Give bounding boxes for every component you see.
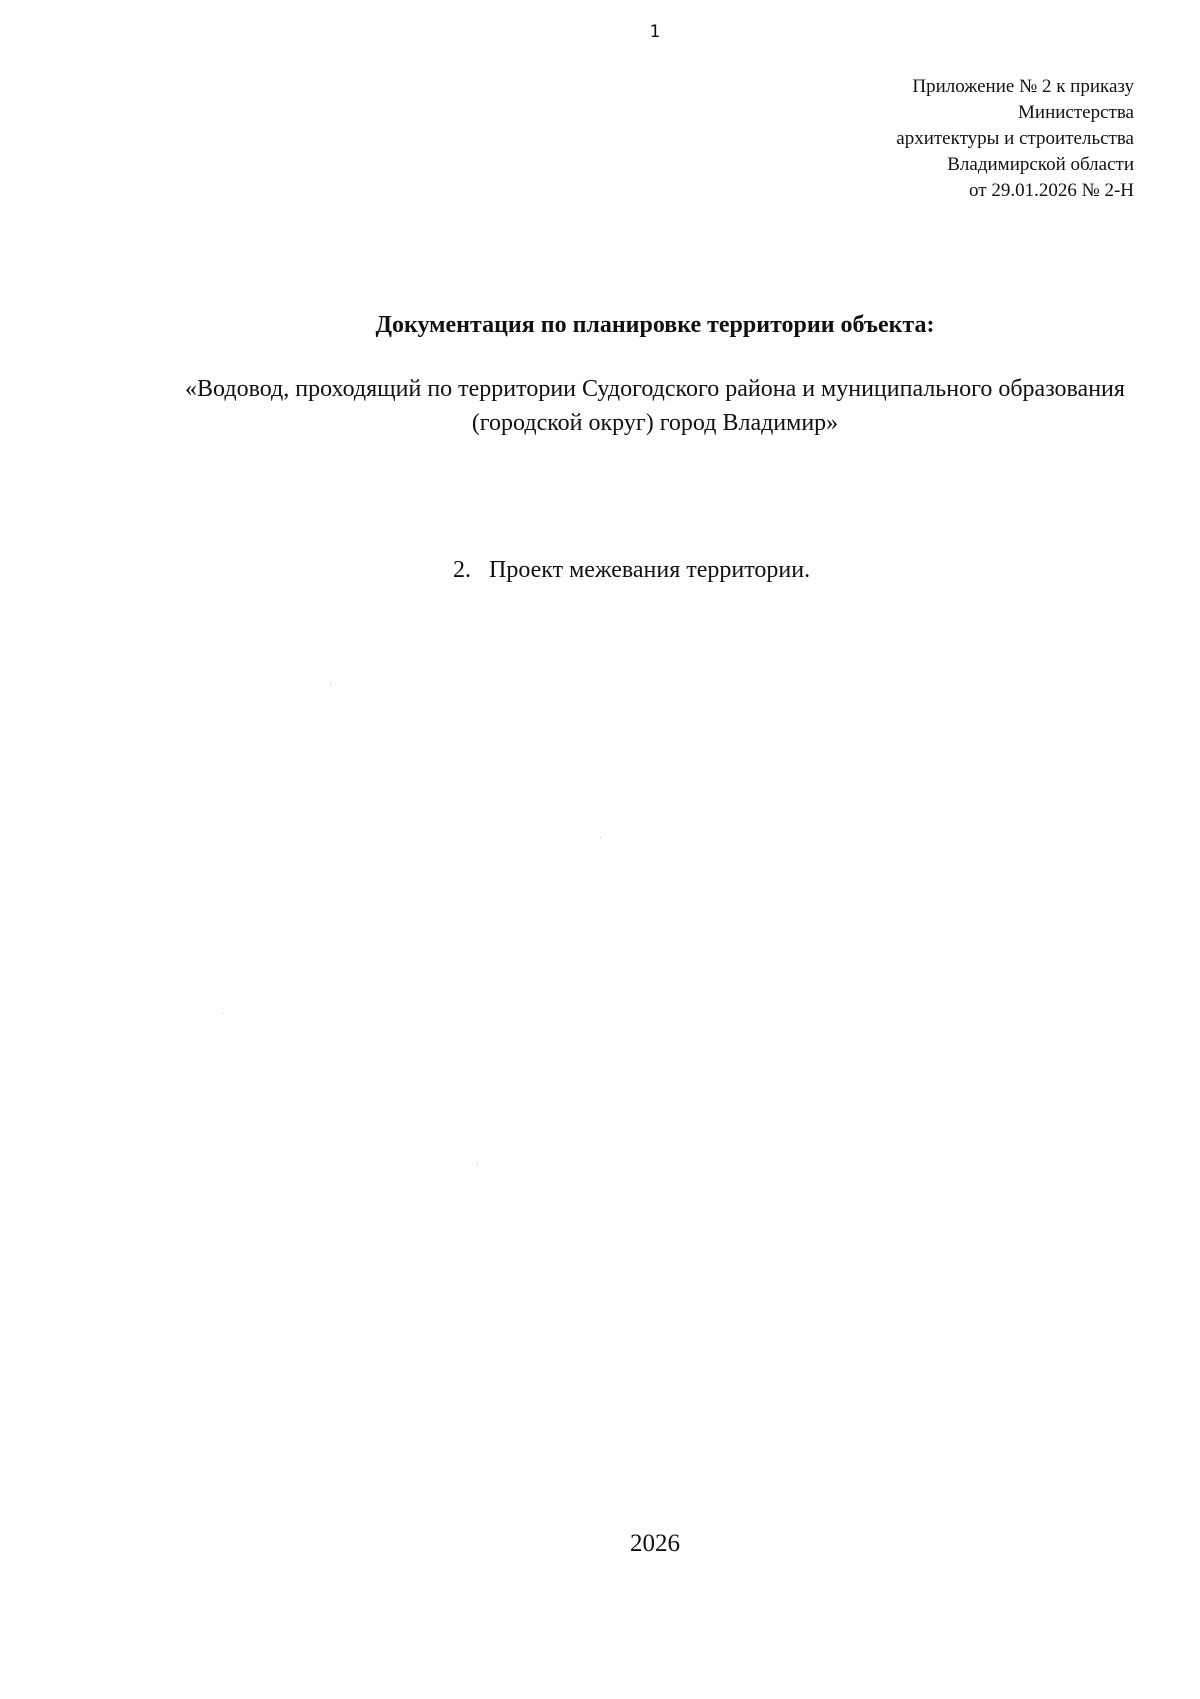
- document-title: Документация по планировке территории объекта:: [375, 312, 935, 338]
- document-year: 2026: [630, 1530, 680, 1557]
- scan-speck: [477, 1164, 478, 1165]
- appendix-block: [896, 74, 1134, 204]
- object-name: «Водовод, проходящий по территории Судогодского района и муниципального образования (городской округ) город Владимир»: [185, 376, 1125, 436]
- appendix-line: от 29.01.2026 № 2-Н: [969, 180, 1134, 201]
- appendix-line: Владимирской области: [947, 154, 1134, 175]
- appendix-line: архитектуры и строительства: [896, 128, 1134, 149]
- scan-speck: [222, 1013, 223, 1014]
- page-number: 1: [649, 22, 661, 42]
- section-number: 2.: [453, 557, 471, 583]
- appendix-line: Министерства: [1018, 102, 1134, 123]
- section-heading: [453, 557, 810, 584]
- appendix-line: Приложение № 2 к приказу: [912, 76, 1134, 97]
- scan-speck: [600, 837, 601, 838]
- scan-speck: [330, 683, 331, 684]
- section-label: Проект межевания территории.: [489, 557, 811, 583]
